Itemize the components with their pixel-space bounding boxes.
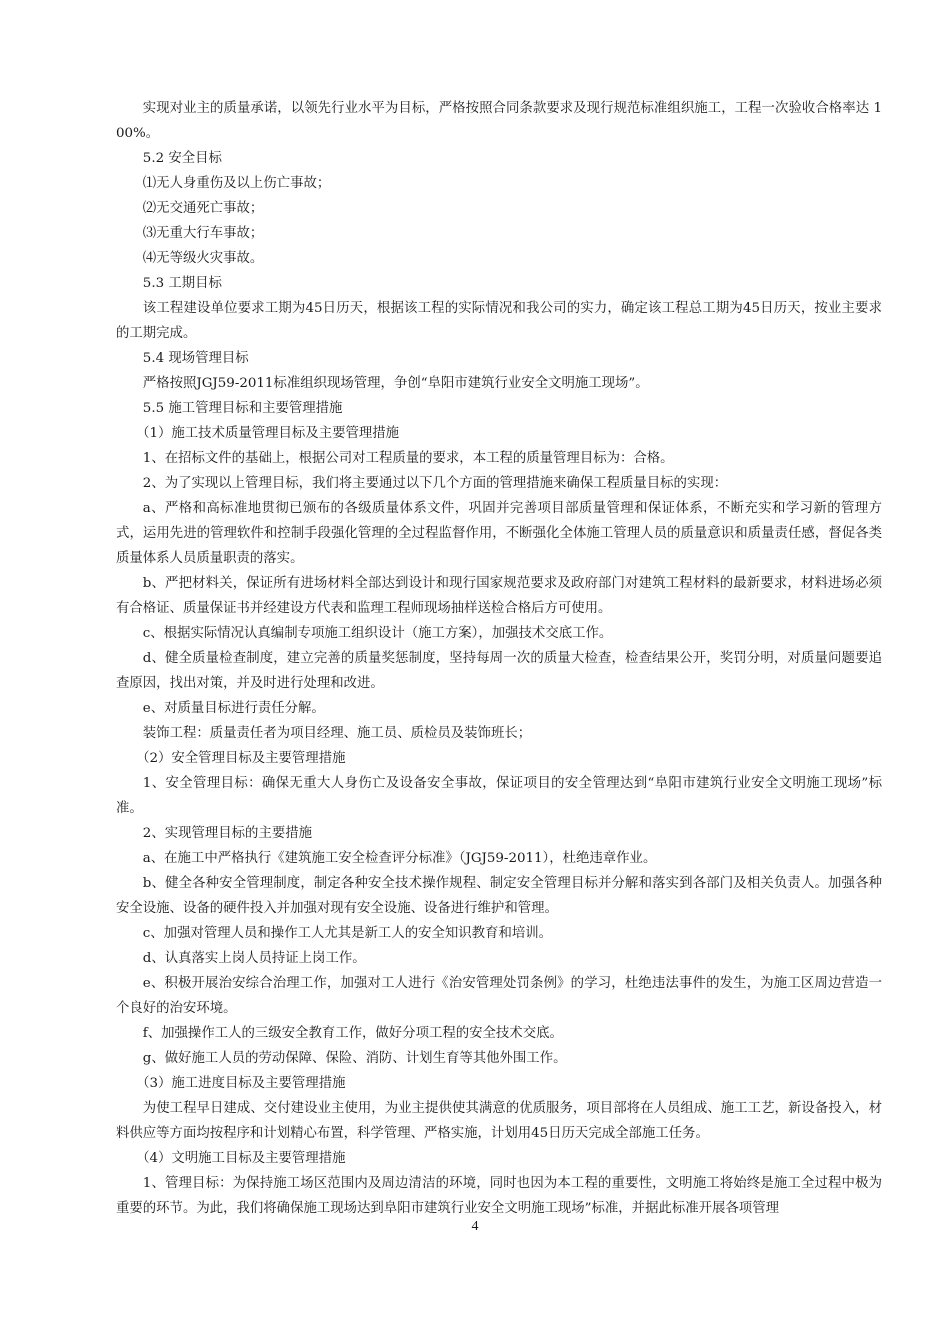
section-heading: 5.3 工期目标 [142,276,222,291]
section-heading: 5.2 安全目标 [142,151,222,166]
paragraph: c、根据实际情况认真编制专项施工组织设计（施工方案），加强技术交底工作。 [142,626,613,641]
paragraph: 为使工程早日建成、交付建设业主使用，为业主提供使其满意的优质服务，项目部将在人员组成、施工工艺，新设备投入，材料供应等方面均按程序和计划精心布置，科学管理、严格实施，计划用45日历天完成全部施工任务。 [116,1101,882,1141]
paragraph: 1、安全管理目标：确保无重大人身伤亡及设备安全事故，保证项目的安全管理达到“阜阳市建筑行业安全文明施工现场”标准。 [116,776,882,816]
paragraph: e、对质量目标进行责任分解。 [142,701,325,716]
paragraph: a、严格和高标准地贯彻已颁布的各级质量体系文件，巩固并完善项目部质量管理和保证体系，不断充实和学习新的管理方式，运用先进的管理软件和控制手段强化管理的全过程监督作用，不断强化全体施工管理人员的质量意识和质量责任感，督促各类质量体系人员质量职责的落实。 [116,501,882,566]
paragraph: d、健全质量检查制度，建立完善的质量奖惩制度，坚持每周一次的质量大检查，检查结果公开，奖罚分明，对质量问题要追查原因，找出对策，并及时进行处理和改进。 [116,651,882,691]
list-item: ⑵无交通死亡事故； [142,201,264,216]
paragraph: 1、管理目标：为保持施工场区范围内及周边清洁的环境，同时也因为本工程的重要性，文明施工将始终是施工全过程中极为重要的环节。为此，我们将确保施工现场达到阜阳市建筑行业安全文明施工现场”标准，并据此标准开展各项管理 [116,1176,882,1216]
paragraph: 2、实现管理目标的主要措施 [142,826,313,841]
paragraph: 实现对业主的质量承诺，以领先行业水平为目标，严格按照合同条款要求及现行规范标准组织施工，工程一次验收合格率达 100%。 [116,101,882,141]
list-item: ⑷无等级火灾事故。 [142,251,264,266]
list-item: ⑶无重大行车事故； [142,226,264,241]
subsection-heading: （1）施工技术质量管理目标及主要管理措施 [136,426,400,441]
subsection-heading: （3）施工进度目标及主要管理措施 [136,1076,346,1091]
paragraph: c、加强对管理人员和操作工人尤其是新工人的安全知识教育和培训。 [142,926,553,941]
paragraph: b、严把材料关，保证所有进场材料全部达到设计和现行国家规范要求及政府部门对建筑工程材料的最新要求，材料进场必须有合格证、质量保证书并经建设方代表和监理工程师现场抽样送检合格后方可使用。 [116,576,882,616]
section-heading: 5.4 现场管理目标 [142,351,249,366]
paragraph: f、加强操作工人的三级安全教育工作，做好分项工程的安全技术交底。 [142,1026,563,1041]
paragraph: 2、为了实现以上管理目标，我们将主要通过以下几个方面的管理措施来确保工程质量目标的实现： [142,476,728,491]
paragraph: 严格按照JGJ59-2011标准组织现场管理，争创“阜阳市建筑行业安全文明施工现场”。 [142,376,649,391]
paragraph: 该工程建设单位要求工期为45日历天，根据该工程的实际情况和我公司的实力，确定该工程总工期为45日历天，按业主要求的工期完成。 [116,301,882,341]
paragraph: 1、在招标文件的基础上，根据公司对工程质量的要求，本工程的质量管理目标为：合格。 [142,451,674,466]
subsection-heading: （4）文明施工目标及主要管理措施 [136,1151,346,1166]
paragraph: d、认真落实上岗人员持证上岗工作。 [142,951,366,966]
section-heading: 5.5 施工管理目标和主要管理措施 [142,401,343,416]
page-number: 4 [471,1219,479,1234]
list-item: ⑴无人身重伤及以上伤亡事故； [142,176,331,191]
paragraph: 装饰工程：质量责任者为项目经理、施工员、质检员及装饰班长； [142,726,532,741]
paragraph: a、在施工中严格执行《建筑施工安全检查评分标准》（JGJ59-2011），杜绝违章作业。 [142,851,657,866]
paragraph: b、健全各种安全管理制度，制定各种安全技术操作规程、制定安全管理目标并分解和落实到各部门及相关负责人。加强各种安全设施、设备的硬件投入并加强对现有安全设施、设备进行维护和管理。 [116,876,882,916]
subsection-heading: （2）安全管理目标及主要管理措施 [136,751,346,766]
paragraph: e、积极开展治安综合治理工作，加强对工人进行《治安管理处罚条例》的学习，杜绝违法事件的发生，为施工区周边营造一个良好的治安环境。 [116,976,882,1016]
body-text [116,96,882,1221]
paragraph: g、做好施工人员的劳动保障、保险、消防、计划生育等其他外围工作。 [142,1051,567,1066]
